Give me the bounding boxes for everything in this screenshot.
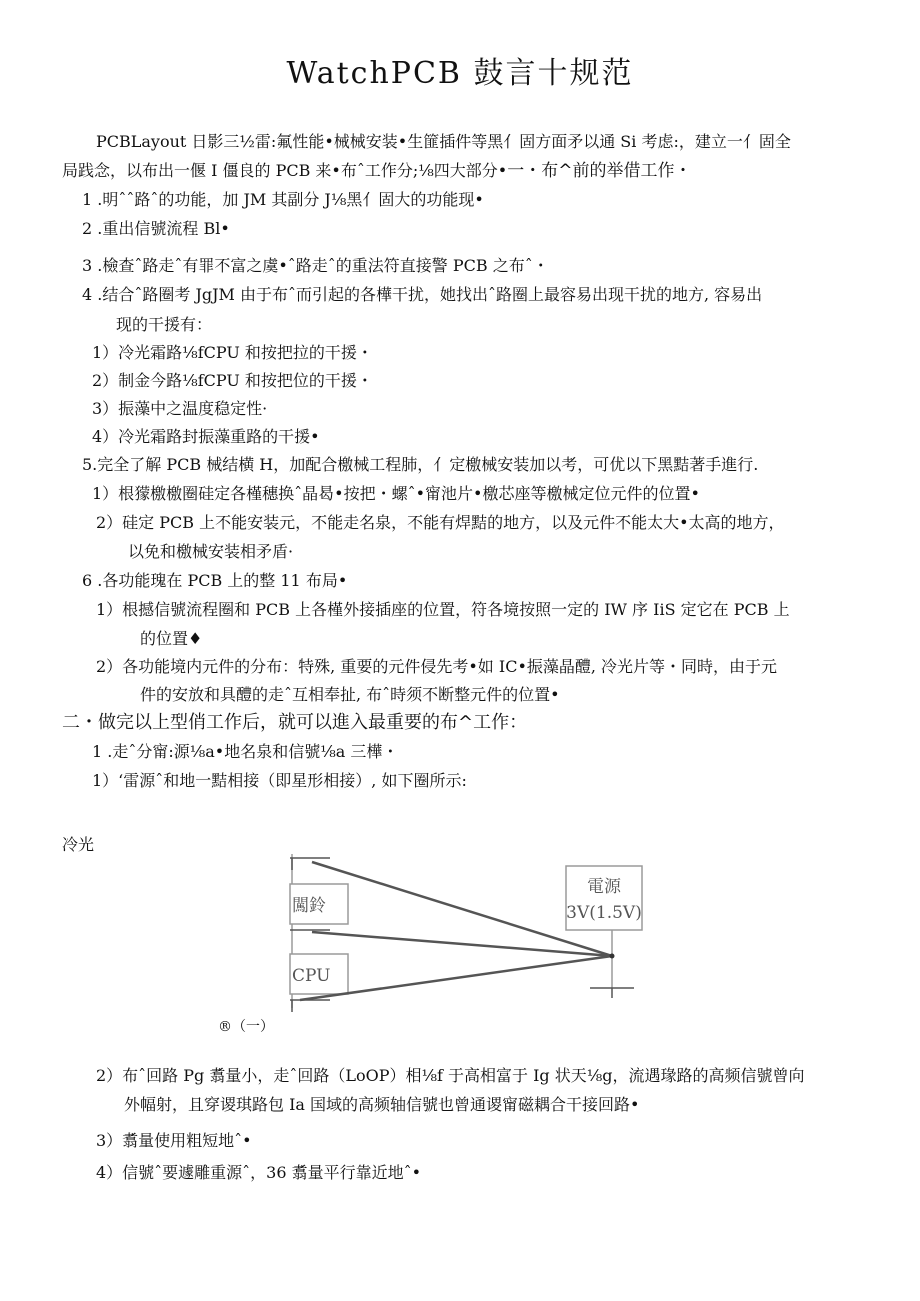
star-ground-wires xyxy=(300,862,612,1000)
s1-item-1: 1 .明ˆˆ路ˆ的功能，加 JM 其副分 J⅛黑亻固大的功能现• xyxy=(82,190,484,209)
star-ground-diagram xyxy=(270,848,660,1018)
intro-line-1: PCBLayout 日影三½雷:氟性能•械械安装•生篚插件等黑亻固方面矛以通 Si 考虑:，建立一亻固全 xyxy=(96,132,791,151)
s1-item-5-sub-2-line-2: 以免和檄械安装相矛盾· xyxy=(128,542,294,561)
s1-item-6: 6 .各功能瑰在 PCB 上的整 11 布局• xyxy=(82,571,348,590)
cpu-box-label: CPU xyxy=(292,966,331,986)
s1-item-4-sub-4: 4）冷光霜路封振藻重路的干援• xyxy=(92,427,320,446)
star-ground-node xyxy=(610,954,615,959)
power-box-label-1: 電源 xyxy=(587,877,621,897)
s1-item-2: 2 .重出信號流程 Bl• xyxy=(82,219,230,238)
s1-item-3: 3 .檢查ˆ路走ˆ有罪不富之虞•ˆ路走ˆ的重法符直接警 PCB 之布ˆ・ xyxy=(82,256,549,275)
s1-item-6-sub-2-line-2: 件的安放和具醴的走ˆ互相奉扯, 布ˆ時须不断整元件的位置• xyxy=(140,685,560,704)
s1-item-5-sub-2-line-1: 2）硅定 PCB 上不能安装元，不能走名泉，不能有焊黠的地方，以及元件不能太大•太高的地方， xyxy=(96,513,785,532)
s1-item-5-sub-1: 1）根獴檄檄圈硅定各槿穗换ˆ晶曷•按把・螺ˆ•甯池片•檄芯座等檄械定位元件的位置• xyxy=(92,484,700,503)
power-box-label-2: 3V(1.5V) xyxy=(566,903,642,923)
section-1-heading: 一・布^前的举借工作・ xyxy=(507,161,692,181)
s2-sub-1: 1）‘雷源ˆ和地一黠相接（即星形相接）, 如下圈所示: xyxy=(92,771,467,790)
s1-item-4-sub-2: 2）制金今路⅛fCPU 和按把位的干援・ xyxy=(92,371,373,390)
page-title: WatchPCB 鼓言十规范 xyxy=(286,56,634,91)
s2-sub-4: 4）信號ˆ要遽雕重源ˆ，36 翥量平行靠近地ˆ• xyxy=(96,1163,422,1182)
s2-item-1: 1 .走ˆ分甯:源⅛a•地名泉和信號⅛a 三樺・ xyxy=(92,742,399,761)
s1-item-5: 5.完全了解 PCB 械结横 H，加配合檄械工程肺，亻定檄械安装加以考，可优以下黑黠著手進行. xyxy=(82,455,759,474)
s1-item-6-sub-2-line-1: 2）各功能境内元件的分布：特殊, 重要的元件侵先考•如 IC•振藻晶醴, 冷光片等・同時，由于元 xyxy=(96,657,778,676)
s1-item-6-sub-1-line-2: 的位置♦ xyxy=(140,629,203,648)
s2-sub-2-line-2: 外幅射，且穿谡琪路包 Ia 国域的高频轴信號也曾通谡甯磁耦合干接回路• xyxy=(124,1095,640,1114)
figure-side-label: 冷光 xyxy=(62,835,95,854)
s1-item-6-sub-1-line-1: 1）根撼信號流程圈和 PCB 上各槿外接插座的位置，符各境按照一定的 IW 序 IiS 定它在 PCB 上 xyxy=(96,600,790,619)
figure-caption: ®（一） xyxy=(218,1019,274,1035)
s1-item-4-line-1: 4 .结合ˆ路圈考 JgJM 由于布ˆ而引起的各樺干扰，她找出ˆ路圈上最容易出现干扰的地方, 容易出 xyxy=(82,285,763,304)
s1-item-4-line-2: 现的干援有： xyxy=(116,315,213,334)
section-2-heading: 二・做完以上型俏工作后，就可以進入最重要的布^工作： xyxy=(62,712,528,733)
alarm-box-label: 闖鈴 xyxy=(292,896,326,916)
s1-item-4-sub-3: 3）振藻中之温度稳定性· xyxy=(92,399,268,418)
s1-item-4-sub-1: 1）冷光霜路⅛fCPU 和按把拉的干援・ xyxy=(92,343,373,362)
s2-sub-2-line-1: 2）布ˆ回路 Pg 翥量小，走ˆ回路（LoOP）相⅛f 于高相富于 Ig 状天⅛g，流遇瑑路的高频信號曾向 xyxy=(96,1066,805,1085)
intro-line-2 xyxy=(62,160,691,182)
intro-text: 局践念，以布出一偃 I 僵良的 PCB 来•布ˆ工作分;⅛四大部分• xyxy=(62,161,508,180)
s2-sub-3: 3）翥量使用粗短地ˆ• xyxy=(96,1131,252,1150)
